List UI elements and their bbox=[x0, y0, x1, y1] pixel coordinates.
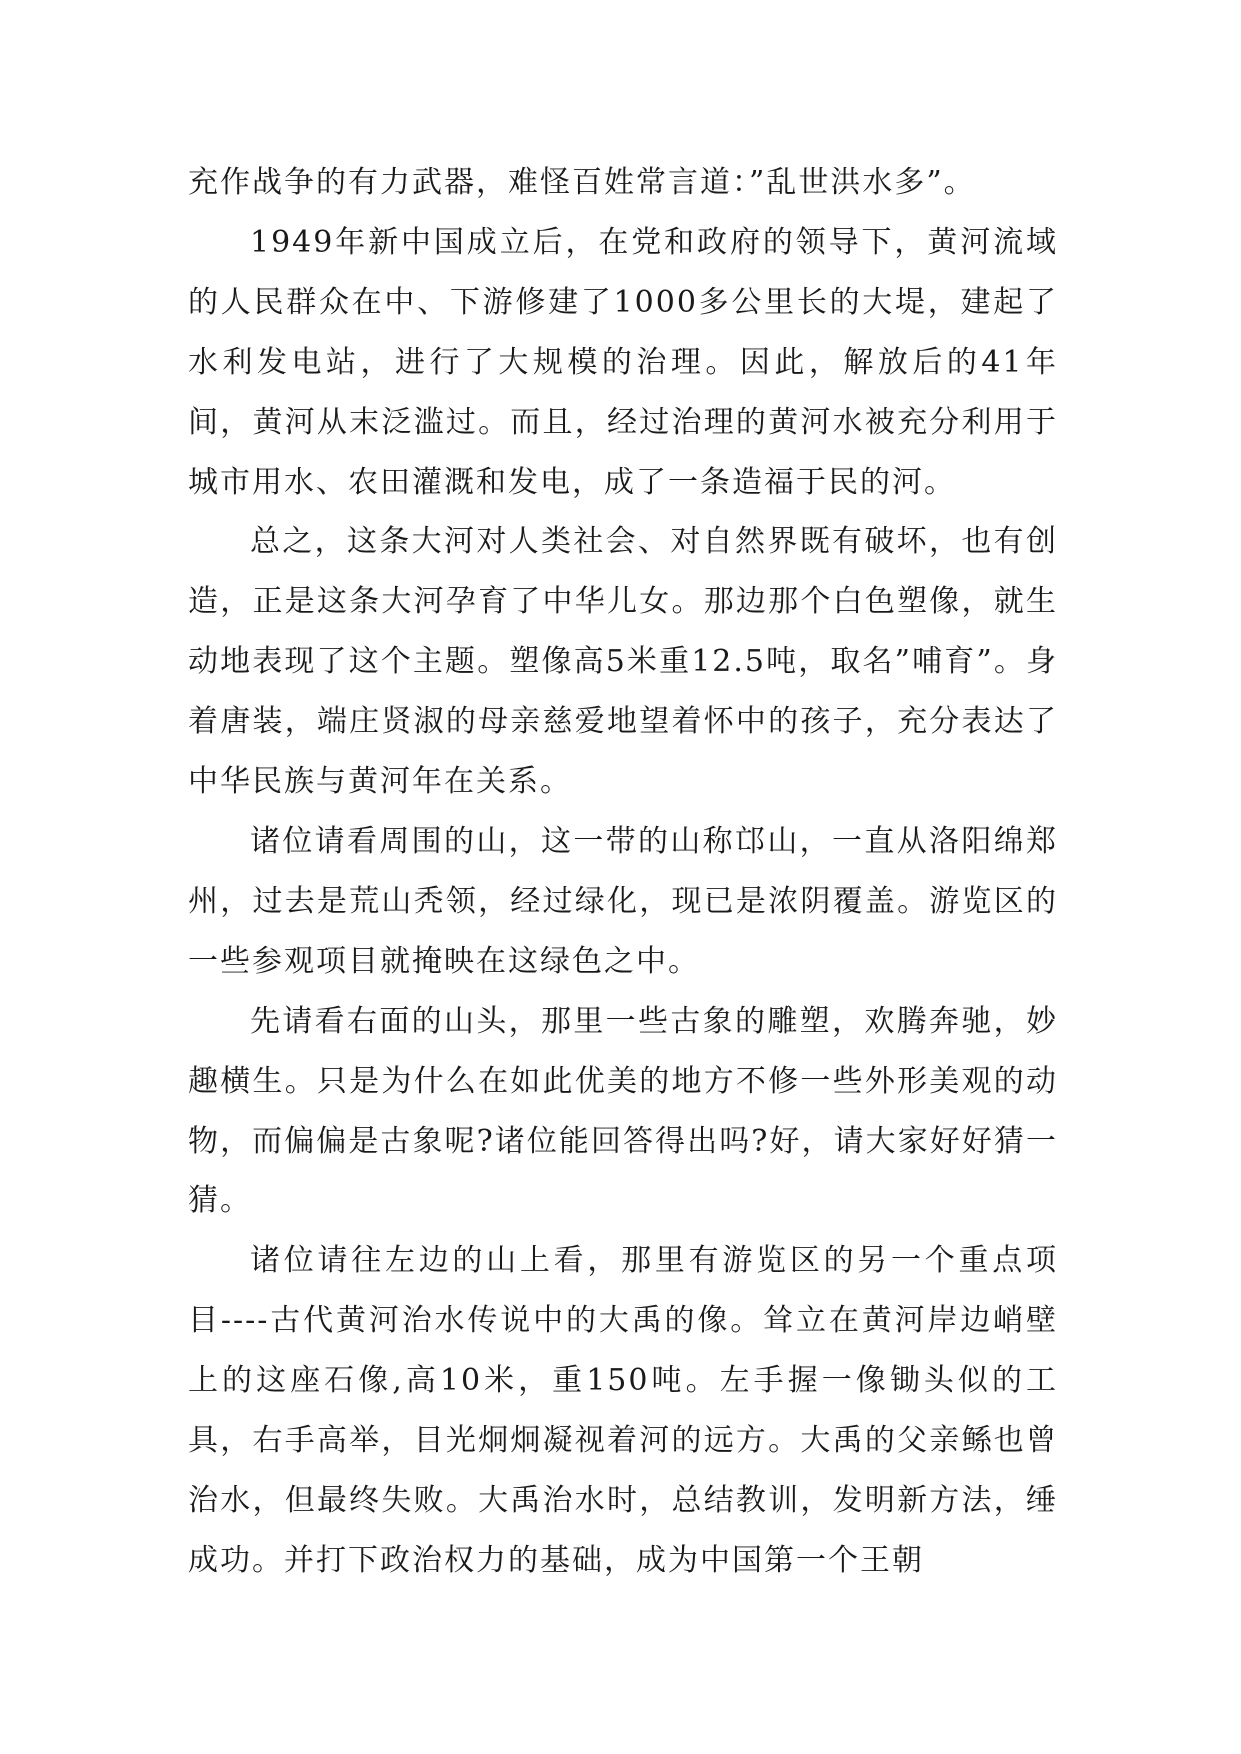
body-text bbox=[188, 153, 1058, 1591]
paragraph-elephants: 先请看右面的山头，那里一些古象的雕塑，欢腾奔驰，妙趣横生。只是为什么在如此优美的地方不修一些外形美观的动物，而偏偏是古象呢?诸位能回答得出吗?好，请大家好好猜一猜。 bbox=[188, 1003, 1058, 1219]
paragraph-continuation: 充作战争的有力武器，难怪百姓常言道：”乱世洪水多”。 bbox=[188, 165, 976, 200]
paragraph-mountains: 诸位请看周围的山，这一带的山称邙山，一直从洛阳绵郑州，过去是荒山秃领，经过绿化，现已是浓阴覆盖。游览区的一些参观项目就掩映在这绿色之中。 bbox=[188, 823, 1058, 979]
paragraph-1949: 1949年新中国成立后，在党和政府的领导下，黄河流域的人民群众在中、下游修建了1000多公里长的大堤，建起了水利发电站，进行了大规模的治理。因此，解放后的41年间，黄河从末泛滥过。而且，经过治理的黄河水被充分利用于城市用水、农田灌溉和发电，成了一条造福于民的河。 bbox=[188, 224, 1058, 500]
paragraph-dayu: 诸位请往左边的山上看，那里有游览区的另一个重点项目----古代黄河治水传说中的大禹的像。耸立在黄河岸边峭壁上的这座石像,高10米，重150吨。左手握一像锄头似的工具，右手高举，目光炯炯凝视着河的远方。大禹的父亲鲧也曾治水，但最终失败。大禹治水时，总结教训，发明新方法，缍成功。并打下政治权力的基础，成为中国第一个王朝 bbox=[188, 1243, 1058, 1578]
paragraph-summary: 总之，这条大河对人类社会、对自然界既有破坏，也有创造，正是这条大河孕育了中华儿女。那边那个白色塑像，就生动地表现了这个主题。塑像高5米重12.5吨，取名”哺育”。身着唐装，端庄贤淑的母亲慈爱地望着怀中的孩子，充分表达了中华民族与黄河年在关系。 bbox=[188, 524, 1058, 800]
